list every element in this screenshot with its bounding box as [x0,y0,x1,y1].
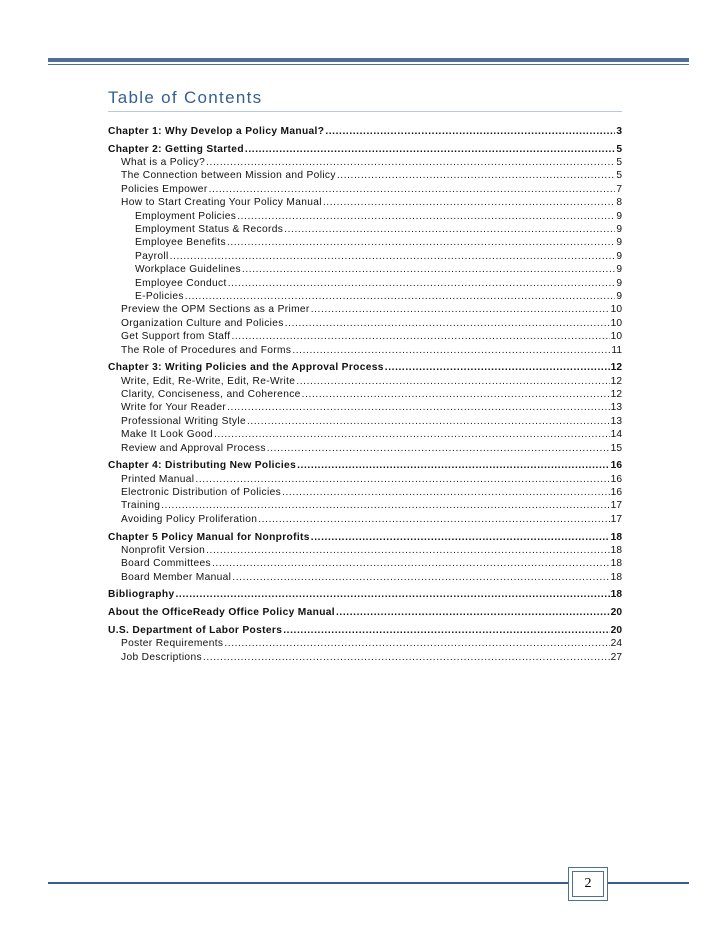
toc-entry-page: 24 [610,638,622,650]
toc-entry-page: 9 [616,237,622,249]
toc-entry-title: U.S. Department of Labor Posters [108,624,283,636]
toc-entry[interactable] [108,263,622,276]
toc-entry-page: 16 [610,460,622,472]
dot-leader [175,588,609,601]
toc-entry[interactable] [108,606,622,619]
dot-leader [292,344,610,357]
toc-entry[interactable] [108,459,622,472]
toc-entry-title: Organization Culture and Policies [121,317,284,329]
toc-entry[interactable] [108,637,622,650]
toc-entry-page: 14 [610,429,622,441]
dot-leader [325,125,615,138]
toc-entry[interactable] [108,544,622,557]
toc-entry-page: 9 [616,224,622,236]
toc-entry-page: 16 [610,487,622,499]
toc-entry[interactable] [108,473,622,486]
toc-entry[interactable] [108,277,622,290]
toc-entry-page: 8 [616,197,622,209]
dot-leader [224,637,609,650]
dot-leader [284,223,615,236]
toc-entry[interactable] [108,499,622,512]
toc-entry[interactable] [108,210,622,223]
dot-leader [385,361,610,374]
dot-leader [228,277,616,290]
toc-entry-title: What is a Policy? [121,157,206,169]
toc-entry[interactable] [108,156,622,169]
dot-leader [232,571,609,584]
toc-entry-title: Get Support from Staff [121,331,231,343]
toc-entry-page: 7 [616,183,622,195]
toc-entry-title: Board Committees [121,558,211,570]
toc-entry-title: Job Descriptions [121,651,202,663]
toc-entry[interactable] [108,442,622,455]
toc-entry-page: 3 [616,126,622,137]
toc-entry-page: 12 [610,362,622,374]
toc-entry-page: 5 [616,170,622,182]
toc-entry-title: Professional Writing Style [121,415,246,427]
toc-entry-page: 11 [611,344,622,356]
toc-entry-page: 5 [616,157,622,169]
toc-entry-page: 20 [610,607,622,619]
dot-leader [311,303,610,316]
toc-entry-title: Review and Approval Process [121,442,266,454]
toc-entry-title: Board Member Manual [121,571,232,583]
header-rule-thin [48,64,689,65]
toc-entry-page: 15 [610,442,622,454]
toc-entry-page: 18 [610,531,622,543]
toc-entry[interactable] [108,624,622,637]
toc-entry-title: Training [121,500,161,512]
dot-leader [296,375,609,388]
toc-entry[interactable] [108,169,622,182]
toc-entry[interactable] [108,143,622,156]
toc-entry-title: Write, Edit, Re-Write, Edit, Re-Write [121,375,296,387]
toc-entry-page: 12 [610,389,622,401]
toc-entry-page: 17 [610,513,622,525]
toc-entry-title: Chapter 4: Distributing New Policies [108,460,297,472]
toc-entry-title: E-Policies [135,290,184,302]
toc-entry[interactable] [108,196,622,209]
dot-leader [282,486,610,499]
toc-entry-title: Chapter 1: Why Develop a Policy Manual? [108,126,325,137]
toc-entry-title: Employment Status & Records [135,224,284,236]
toc-entry-page: 9 [616,290,622,302]
toc-entry-title: Employee Benefits [135,237,226,249]
toc-entry-title: The Connection between Mission and Policy [121,170,336,182]
toc-entry[interactable] [108,236,622,249]
header-rule-thick [48,58,689,62]
toc-entry[interactable] [108,486,622,499]
toc-entry-title: Nonprofit Version [121,544,206,556]
dot-leader [206,156,615,169]
toc-title: Table of Contents [108,88,622,112]
dot-leader [285,317,610,330]
dot-leader [323,196,615,209]
toc-entry[interactable] [108,290,622,303]
toc-entry-page: 18 [610,544,622,556]
toc-entry[interactable] [108,344,622,357]
toc-entry-title: Poster Requirements [121,638,224,650]
toc-entry[interactable] [108,317,622,330]
dot-leader [247,415,610,428]
toc-entry[interactable] [108,125,622,138]
dot-leader [245,143,615,156]
dot-leader [227,236,615,249]
dot-leader [195,473,609,486]
dot-leader [258,513,609,526]
header-rule [48,58,689,65]
toc-entry-page: 13 [610,415,622,427]
toc-entry-page: 9 [616,210,622,222]
toc-entry-title: Avoiding Policy Proliferation [121,513,258,525]
toc-entry-page: 10 [610,317,622,329]
toc-entry[interactable] [108,250,622,263]
toc-entry-page: 9 [616,264,622,276]
toc-entry[interactable] [108,428,622,441]
toc-entry-title: Printed Manual [121,473,195,485]
toc-entry-page: 27 [610,651,622,663]
toc-entry-title: Employee Conduct [135,277,227,289]
dot-leader [311,531,610,544]
toc-entry-page: 12 [610,375,622,387]
toc-entry[interactable] [108,388,622,401]
toc-entry-title: About the OfficeReady Office Policy Manual [108,607,335,619]
toc-entry[interactable] [108,571,622,584]
toc-entry-page: 10 [610,331,622,343]
toc-entry[interactable] [108,375,622,388]
toc-entry-title: Write for Your Reader [121,402,227,414]
toc-entry[interactable] [108,361,622,374]
toc-entry-title: How to Start Creating Your Policy Manual [121,197,322,209]
dot-leader [297,459,610,472]
toc-entry[interactable] [108,223,622,236]
dot-leader [337,169,616,182]
toc-entry-title: Bibliography [108,589,175,601]
toc-entry-title: Policies Empower [121,183,208,195]
toc-entry[interactable] [108,513,622,526]
toc-entry[interactable] [108,303,622,316]
table-of-contents [108,125,622,664]
toc-entry[interactable] [108,588,622,601]
toc-entry-page: 5 [616,143,622,155]
dot-leader [237,210,615,223]
toc-entry[interactable] [108,415,622,428]
toc-entry[interactable] [108,557,622,570]
dot-leader [206,544,610,557]
dot-leader [267,442,610,455]
toc-entry-title: Electronic Distribution of Policies [121,487,282,499]
toc-entry-page: 18 [610,571,622,583]
toc-entry-page: 10 [610,304,622,316]
dot-leader [302,388,610,401]
toc-entry-title: Employment Policies [135,210,237,222]
dot-leader [214,428,610,441]
dot-leader [336,606,610,619]
dot-leader [209,183,616,196]
toc-entry-title: Workplace Guidelines [135,264,241,276]
toc-entry-page: 16 [610,473,622,485]
toc-entry-page: 18 [610,589,622,601]
toc-entry-page: 13 [610,402,622,414]
toc-entry-page: 18 [610,558,622,570]
dot-leader [231,330,609,343]
toc-entry-page: 9 [616,277,622,289]
dot-leader [283,624,609,637]
toc-entry-title: Payroll [135,250,169,262]
toc-entry-page: 17 [610,500,622,512]
toc-entry-title: Chapter 3: Writing Policies and the Approval Process [108,362,384,374]
toc-entry-page: 9 [616,250,622,262]
dot-leader [242,263,615,276]
toc-entry[interactable] [108,183,622,196]
dot-leader [170,250,616,263]
toc-entry[interactable] [108,651,622,664]
toc-entry-title: Make It Look Good [121,429,214,441]
toc-entry-title: The Role of Procedures and Forms [121,344,292,356]
dot-leader [161,499,609,512]
toc-entry-title: Chapter 5 Policy Manual for Nonprofits [108,531,310,543]
dot-leader [203,651,610,664]
toc-entry[interactable] [108,531,622,544]
toc-entry-page: 20 [610,624,622,636]
toc-entry-title: Clarity, Conciseness, and Coherence [121,389,301,401]
toc-entry-title: Chapter 2: Getting Started [108,143,244,155]
toc-entry-title: Preview the OPM Sections as a Primer [121,304,310,316]
toc-entry[interactable] [108,401,622,414]
dot-leader [227,401,610,414]
page-number: 2 [568,867,608,901]
dot-leader [185,290,616,303]
toc-entry[interactable] [108,330,622,343]
dot-leader [212,557,610,570]
